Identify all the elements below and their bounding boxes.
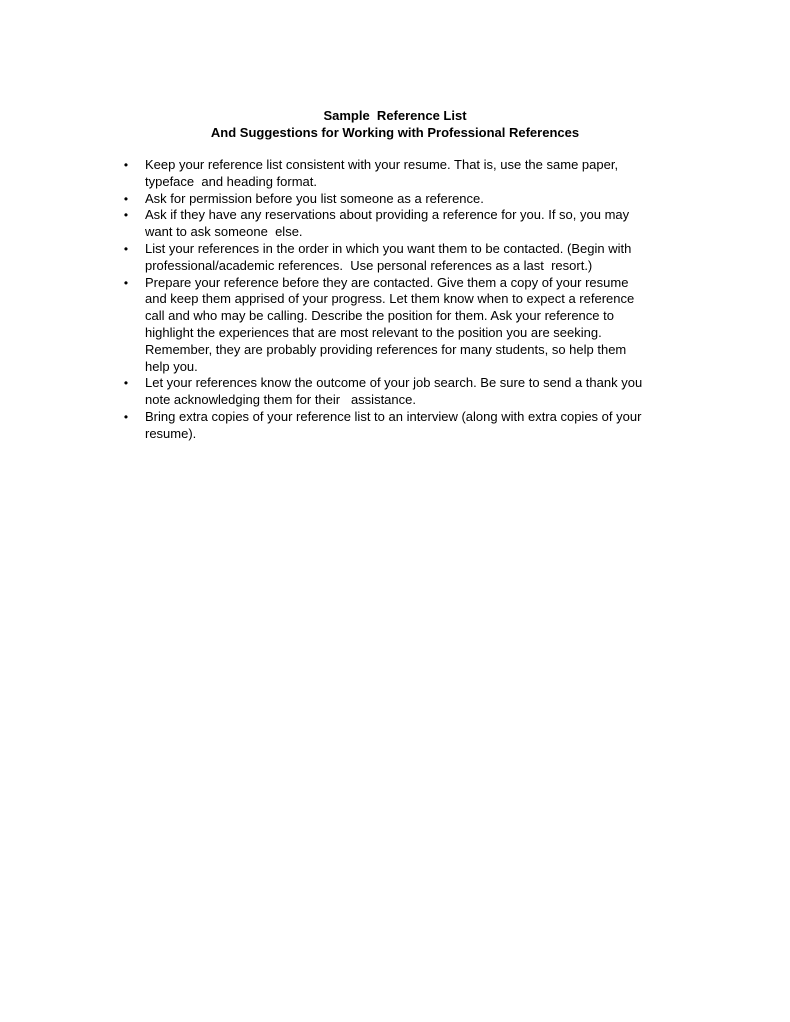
- list-item-text: professional/academic references. Use personal references as a last resort.): [145, 257, 593, 273]
- suggestions-list: [123, 157, 690, 443]
- list-item-text: Ask if they have any reservations about providing a reference for you. If so, you may: [145, 207, 630, 223]
- list-item-text: and keep them apprised of your progress. Let them know when to expect a reference: [145, 291, 635, 307]
- list-item: [123, 375, 690, 409]
- list-item-text: highlight the experiences that are most relevant to the position you are seeking.: [145, 324, 602, 340]
- list-item: [123, 274, 690, 376]
- list-item-text: typeface and heading format.: [145, 173, 318, 189]
- list-item-text: Bring extra copies of your reference list to an interview (along with extra copies of your: [145, 408, 642, 424]
- list-item: [123, 157, 690, 191]
- list-item-text: Prepare your reference before they are contacted. Give them a copy of your resume: [145, 274, 629, 290]
- list-item-text: want to ask someone else.: [145, 224, 303, 240]
- bullet-icon: •: [123, 158, 129, 172]
- bullet-icon: •: [123, 241, 129, 256]
- title-block: [0, 107, 790, 141]
- bullet-icon: •: [123, 409, 129, 424]
- list-item-text: Ask for permission before you list someone as a reference.: [145, 190, 484, 206]
- list-item-text: List your references in the order in which you want them to be contacted. (Begin with: [145, 240, 632, 256]
- list-item-text: Keep your reference list consistent with your resume. That is, use the same paper,: [145, 157, 619, 172]
- bullet-icon: •: [123, 376, 129, 391]
- list-item-text: call and who may be calling. Describe the position for them. Ask your reference to: [145, 308, 614, 324]
- list-item: [123, 240, 690, 275]
- bullet-icon: •: [123, 275, 129, 290]
- list-item: [123, 207, 690, 241]
- document-subtitle: And Suggestions for Working with Professional References: [210, 125, 580, 140]
- bullet-icon: •: [123, 208, 129, 223]
- document-title: Sample Reference List: [323, 108, 467, 123]
- list-item-text: note acknowledging them for their assistance.: [145, 392, 416, 408]
- bullet-icon: •: [123, 191, 129, 206]
- list-item: [123, 190, 690, 208]
- list-item-text: resume).: [145, 425, 197, 441]
- list-item-text: Remember, they are probably providing references for many students, so help them: [145, 341, 627, 357]
- list-item: [123, 408, 690, 443]
- list-item-text: Let your references know the outcome of your job search. Be sure to send a thank you: [145, 375, 643, 391]
- list-item-text: help you.: [145, 358, 198, 374]
